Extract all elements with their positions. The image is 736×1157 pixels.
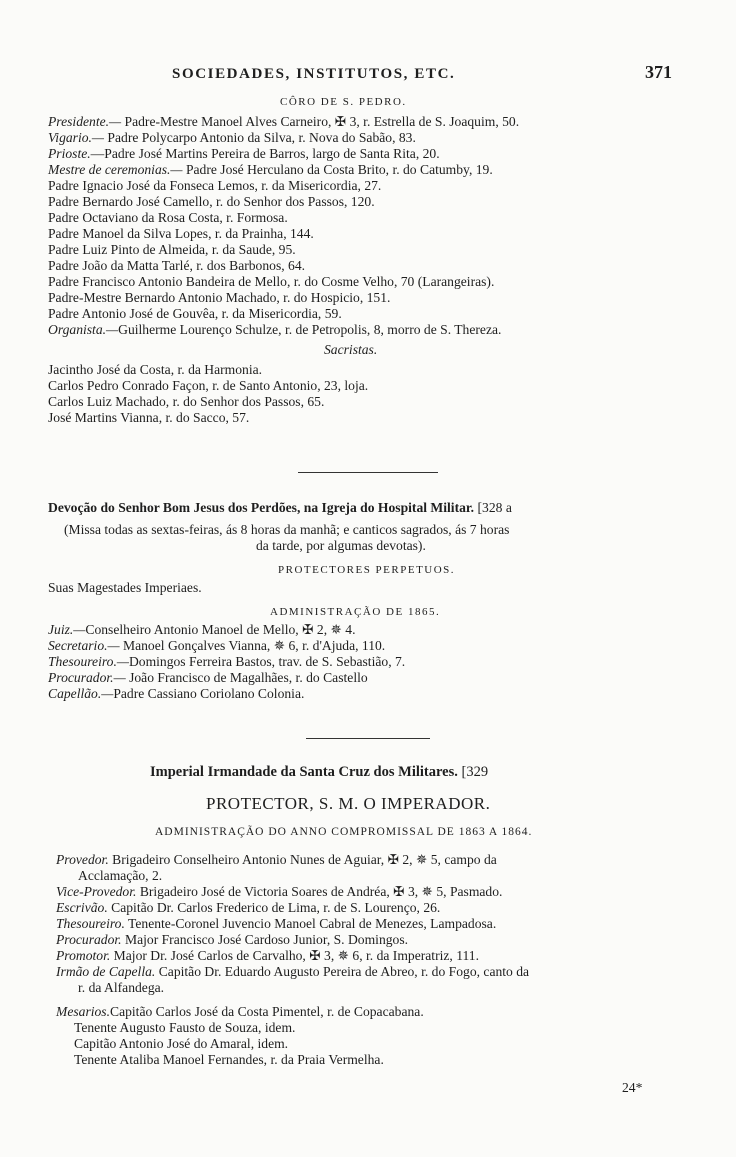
- entry-text: Tenente-Coronel Juvencio Manoel Cabral de Menezes, Lampadosa.: [128, 916, 497, 931]
- entry-label: Vice-Provedor.: [56, 884, 137, 899]
- list-item: Padre-Mestre Bernardo Antonio Machado, r. do Hospicio, 151.: [48, 290, 391, 305]
- entry-promotor: [56, 948, 479, 964]
- entry-label: Presidente.—: [48, 114, 122, 129]
- sacristas-heading: Sacristas.: [324, 342, 378, 357]
- running-header: SOCIEDADES, INSTITUTOS, ETC.: [172, 66, 456, 82]
- signature-mark: 24*: [622, 1080, 643, 1095]
- list-item: Tenente Augusto Fausto de Souza, idem.: [74, 1020, 296, 1035]
- entry-cont: r. da Alfandega.: [78, 980, 165, 995]
- entry-text: Brigadeiro José de Victoria Soares de Andréa, ✠ 3, ✵ 5, Pasmado.: [139, 884, 503, 899]
- list-item: Carlos Luiz Machado, r. do Senhor dos Passos, 65.: [48, 394, 325, 409]
- entry-text: Brigadeiro Conselheiro Antonio Nunes de Aguiar, ✠ 2, ✵ 5, campo da: [112, 852, 497, 867]
- entry-thesoureiro: [48, 654, 405, 670]
- entry-mesarios: [56, 1004, 424, 1020]
- list-item: Carlos Pedro Conrado Façon, r. de Santo Antonio, 23, loja.: [48, 378, 369, 393]
- entry-text: Capitão Dr. Eduardo Augusto Pereira de Abreo, r. do Fogo, canto da: [158, 964, 530, 979]
- entry-procurador: [48, 670, 368, 686]
- entry-juiz: [48, 622, 355, 638]
- entry-label: Thesoureiro.—: [48, 654, 129, 669]
- section-note-cont: da tarde, por algumas devotas).: [256, 538, 426, 553]
- list-item: Jacintho José da Costa, r. da Harmonia.: [48, 362, 263, 377]
- list-item: Padre Francisco Antonio Bandeira de Mello, r. do Cosme Velho, 70 (Larangeiras).: [48, 274, 495, 289]
- protector-heading: PROTECTOR, S. M. O IMPERADOR.: [206, 794, 491, 813]
- entry-label: Escrivão.: [56, 900, 108, 915]
- entry-text: Manoel Gonçalves Vianna, ✵ 6, r. d'Ajuda, 110.: [123, 638, 386, 653]
- entry-label: Procurador.—: [48, 670, 126, 685]
- entry-label: Thesoureiro.: [56, 916, 125, 931]
- page-number: 371: [645, 62, 672, 82]
- entry-text: Capitão Dr. Carlos Frederico de Lima, r. de S. Lourenço, 26.: [111, 900, 441, 915]
- list-item: Padre Manoel da Silva Lopes, r. da Prainha, 144.: [48, 226, 314, 241]
- list-item: Padre Ignacio José da Fonseca Lemos, r. da Misericordia, 27.: [48, 178, 382, 193]
- entry-label: Irmão de Capella.: [56, 964, 156, 979]
- entry-label: Procurador.: [56, 932, 122, 947]
- entry-text: Padre José Herculano da Costa Brito, r. do Catumby, 19.: [185, 162, 493, 177]
- entry-text: —Padre José Martins Pereira de Barros, largo de Santa Rita, 20.: [90, 146, 440, 161]
- protectores-heading: PROTECTORES PERPETUOS.: [278, 564, 456, 576]
- section-title: [48, 500, 512, 516]
- protectores-text: Suas Magestades Imperiaes.: [48, 580, 202, 595]
- list-item: Padre Octaviano da Rosa Costa, r. Formosa.: [48, 210, 288, 225]
- section-title-text: Devoção do Senhor Bom Jesus dos Perdões, na Igreja do Hospital Militar.: [48, 500, 475, 515]
- list-item: Padre Luiz Pinto de Almeida, r. da Saude, 95.: [48, 242, 296, 257]
- list-item: Tenente Ataliba Manoel Fernandes, r. da Praia Vermelha.: [74, 1052, 384, 1067]
- list-item: Padre Bernardo José Camello, r. do Senhor dos Passos, 120.: [48, 194, 375, 209]
- entry-presidente: [48, 114, 519, 130]
- section-divider: [298, 472, 438, 473]
- list-item: José Martins Vianna, r. do Sacco, 57.: [48, 410, 250, 425]
- entry-text: Padre Polycarpo Antonio da Silva, r. Nova do Sabão, 83.: [107, 130, 416, 145]
- entry-cont: Acclamação, 2.: [78, 868, 163, 883]
- entry-text: Major Dr. José Carlos de Carvalho, ✠ 3, ✵ 6, r. da Imperatriz, 111.: [113, 948, 479, 963]
- entry-text: Padre-Mestre Manoel Alves Carneiro, ✠ 3, r. Estrella de S. Joaquim, 50.: [124, 114, 520, 129]
- section-note: (Missa todas as sextas-feiras, ás 8 horas da manhã; e canticos sagrados, ás 7 horas: [64, 522, 510, 537]
- entry-label: Juiz.—: [48, 622, 86, 637]
- entry-irmao-capella: [56, 964, 529, 980]
- list-item: Padre Antonio José de Gouvêa, r. da Misericordia, 59.: [48, 306, 342, 321]
- entry-provedor: [56, 852, 497, 868]
- entry-label: Secretario.—: [48, 638, 120, 653]
- entry-label: Mestre de ceremonias.—: [48, 162, 183, 177]
- entry-escrivao: [56, 900, 440, 916]
- entry-text: Padre Cassiano Coriolano Colonia.: [113, 686, 305, 701]
- entry-label: Capellão.—: [48, 686, 114, 701]
- entry-capellao: [48, 686, 304, 702]
- entry-vice-provedor: [56, 884, 502, 900]
- list-item: Padre João da Matta Tarlé, r. dos Barbonos, 64.: [48, 258, 306, 273]
- section-ref: [329: [461, 764, 489, 780]
- entry-label: Vigario.—: [48, 130, 105, 145]
- entry-label: Promotor.: [56, 948, 111, 963]
- entry-text: Conselheiro Antonio Manoel de Mello, ✠ 2, ✵ 4.: [85, 622, 356, 637]
- section-ref: [328 a: [477, 500, 512, 515]
- entry-organista: [48, 322, 501, 338]
- entry-secretario: [48, 638, 385, 654]
- admin-heading: ADMINISTRAÇÃO DE 1865.: [270, 606, 441, 618]
- admin-heading: ADMINISTRAÇÃO DO ANNO COMPROMISSAL DE 1863 A 1864.: [155, 826, 533, 838]
- entry-text: Major Francisco José Cardoso Junior, S. Domingos.: [125, 932, 409, 947]
- section-divider: [306, 738, 430, 739]
- entry-label: Organista.—: [48, 322, 119, 337]
- entry-mestre-ceremonias: [48, 162, 493, 178]
- section-title: [150, 764, 488, 780]
- entry-prioste: [48, 146, 440, 162]
- entry-thesoureiro: [56, 916, 496, 932]
- entry-text: João Francisco de Magalhães, r. do Castello: [129, 670, 368, 685]
- entry-label: Prioste.: [48, 146, 91, 161]
- section-title-text: Imperial Irmandade da Santa Cruz dos Militares.: [150, 764, 458, 780]
- entry-procurador: [56, 932, 408, 948]
- entry-text: Domingos Ferreira Bastos, trav. de S. Sebastião, 7.: [128, 654, 406, 669]
- entry-label: Provedor.: [56, 852, 109, 867]
- entry-label: Mesarios.: [56, 1004, 110, 1019]
- entry-text: Guilherme Lourenço Schulze, r. de Petropolis, 8, morro de S. Thereza.: [118, 322, 502, 337]
- list-item: Capitão Antonio José do Amaral, idem.: [74, 1036, 289, 1051]
- entry-vigario: [48, 130, 416, 146]
- entry-text: Capitão Carlos José da Costa Pimentel, r. de Copacabana.: [110, 1004, 424, 1019]
- section-subheading: CÔRO DE S. PEDRO.: [280, 96, 407, 108]
